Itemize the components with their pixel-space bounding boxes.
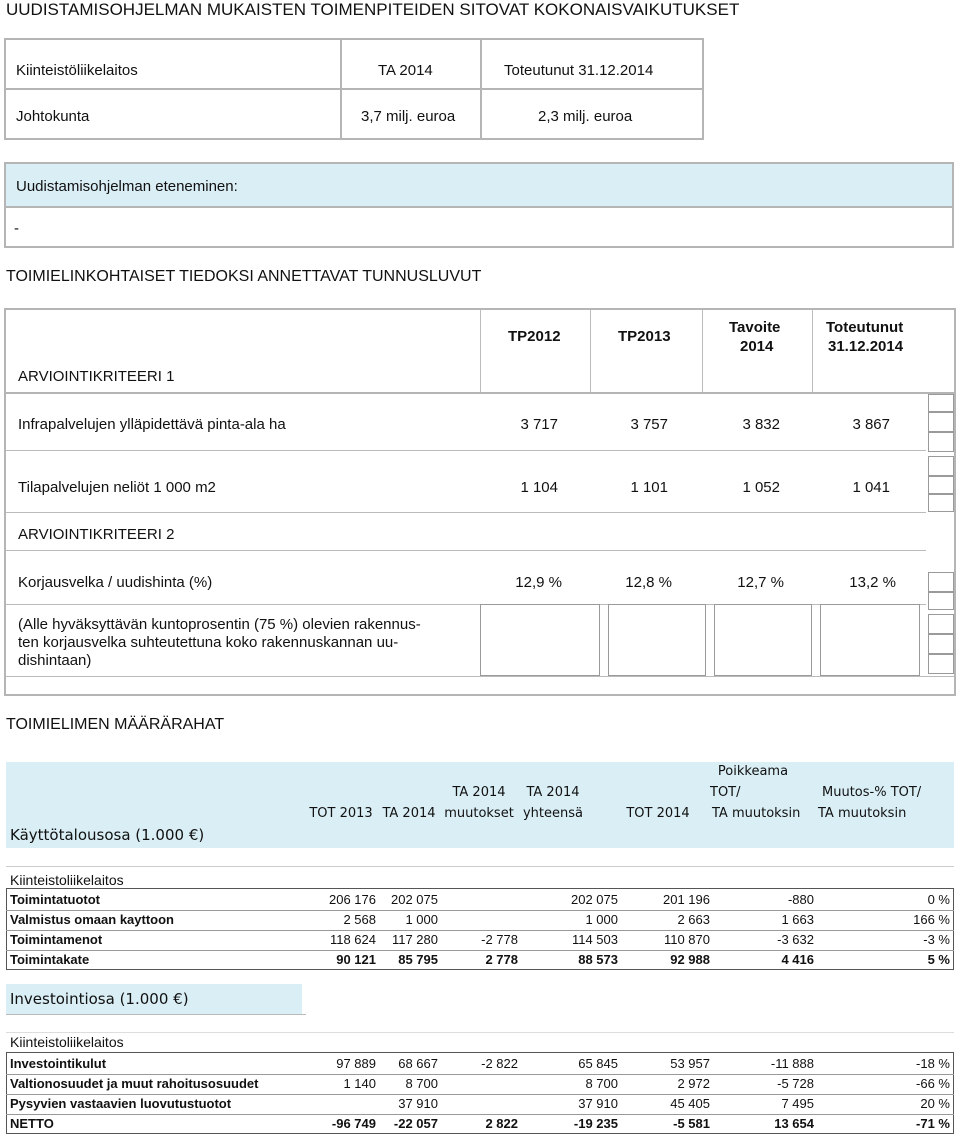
kpi-row2-tavoite: 1 052	[742, 479, 780, 496]
kpi-row2-tp2012: 1 104	[520, 479, 558, 496]
budget-col-muutokset-2: muutokset	[444, 806, 514, 821]
invest-row	[6, 1074, 954, 1095]
invest-row-label: NETTO	[10, 1116, 54, 1131]
budget-cell: 206 176	[329, 892, 376, 907]
invest-cell: -18 %	[916, 1056, 950, 1071]
invest-cell: 37 910	[578, 1096, 618, 1111]
kpi-header-toteutunut: Toteutunut	[826, 319, 904, 336]
budget-cell: 88 573	[578, 952, 618, 967]
budget-col-ta2014: TA 2014	[382, 806, 436, 821]
invest-cell: -19 235	[573, 1116, 618, 1131]
invest-cell: 2 822	[485, 1116, 518, 1131]
kpi-header-tavoite: Tavoite	[729, 319, 781, 336]
budget-col-poikkeama-2: TOT/	[710, 785, 741, 800]
invest-cell: 8 700	[405, 1076, 438, 1091]
budget-row-label: Valmistus omaan kayttoon	[10, 912, 174, 927]
invest-row	[6, 1054, 954, 1075]
kpi-criteria-2: ARVIOINTIKRITEERI 2	[18, 526, 175, 543]
budget-cell: 1 000	[405, 912, 438, 927]
kpi-row2-toteutunut: 1 041	[852, 479, 890, 496]
budget-cell: 201 196	[663, 892, 710, 907]
budget-col-muutos-2: TA muutoksin	[818, 806, 907, 821]
budget-row-label: Toimintatuotot	[10, 892, 101, 907]
kpi-criteria-1: ARVIOINTIKRITEERI 1	[18, 368, 175, 385]
invest-cell: 45 405	[670, 1096, 710, 1111]
budget-row-total	[6, 950, 954, 970]
invest-cell: -66 %	[916, 1076, 950, 1091]
budget-cell: 1 663	[781, 912, 814, 927]
kpi-row3-tavoite: 12,7 %	[737, 574, 784, 591]
kpi-header-tp2013: TP2013	[618, 328, 671, 345]
budget-org: Kiinteistoliikelaitos	[10, 872, 124, 888]
summary-header-tot: Toteutunut 31.12.2014	[504, 62, 654, 79]
invest-section-label: Investointiosa (1.000 €)	[10, 990, 189, 1008]
kpi-row1-label: Infrapalvelujen ylläpidettävä pinta-ala ha	[18, 416, 286, 433]
invest-cell: -96 749	[331, 1116, 376, 1131]
invest-org: Kiinteistoliikelaitos	[10, 1034, 124, 1050]
invest-cell: 37 910	[398, 1096, 438, 1111]
invest-cell: -2 822	[481, 1056, 518, 1071]
budget-cell: 118 624	[329, 932, 376, 947]
budget-cell: 5 %	[927, 952, 950, 967]
budget-cell: 2 568	[343, 912, 376, 927]
progress-label: Uudistamisohjelman eteneminen:	[16, 178, 238, 195]
budget-row	[6, 930, 954, 951]
invest-cell: 20 %	[920, 1096, 950, 1111]
invest-cell: -71 %	[916, 1116, 950, 1131]
invest-cell: 13 654	[774, 1116, 814, 1131]
kpi-note-line3: dishintaan)	[18, 652, 92, 669]
budget-cell: 92 988	[670, 952, 710, 967]
kpi-row3-label: Korjausvelka / uudishinta (%)	[18, 574, 213, 591]
budget-row	[6, 890, 954, 911]
kpi-header-toteutunut-date: 31.12.2014	[828, 338, 904, 355]
invest-cell: 68 667	[398, 1056, 438, 1071]
budget-cell: 4 416	[781, 952, 814, 967]
invest-cell: 65 845	[578, 1056, 618, 1071]
summary-header-ta: TA 2014	[378, 62, 433, 79]
kpi-row2-tp2013: 1 101	[630, 479, 668, 496]
invest-cell: 97 889	[336, 1056, 376, 1071]
budget-cell: 0 %	[927, 892, 950, 907]
budget-cell: 110 870	[663, 932, 710, 947]
summary-row-ta: 3,7 milj. euroa	[361, 108, 456, 125]
kpi-note-line2: ten korjausvelka suhteutettuna koko rakennuskannan uu-	[18, 634, 399, 651]
budget-cell: 117 280	[391, 932, 438, 947]
kpi-row1-tp2012: 3 717	[520, 416, 558, 433]
budget-col-tot2014: TOT 2014	[626, 806, 690, 821]
budget-cell: 2 663	[677, 912, 710, 927]
budget-cell: -3 %	[923, 932, 950, 947]
kpi-header-tavoite-year: 2014	[740, 338, 774, 355]
page-title: UUDISTAMISOHJELMAN MUKAISTEN TOIMENPITEIDEN SITOVAT KOKONAISVAIKUTUKSET	[6, 0, 740, 19]
budget-cell: 1 000	[585, 912, 618, 927]
budget-cell: 2 778	[485, 952, 518, 967]
invest-cell: -5 581	[673, 1116, 710, 1131]
invest-cell: 2 972	[677, 1076, 710, 1091]
budget-cell: 90 121	[336, 952, 376, 967]
budget-cell: 166 %	[913, 912, 950, 927]
invest-cell: -11 888	[770, 1056, 814, 1071]
invest-cell: 8 700	[585, 1076, 618, 1091]
budget-row	[6, 910, 954, 931]
summary-row-label: Johtokunta	[16, 108, 90, 125]
budget-section-label: Käyttötalousosa (1.000 €)	[10, 826, 205, 844]
budget-col-poikkeama-1: Poikkeama	[717, 764, 789, 779]
invest-row-label: Pysyvien vastaavien luovutustuotot	[10, 1096, 232, 1111]
budget-row-label: Toimintamenot	[10, 932, 103, 947]
invest-cell: -22 057	[393, 1116, 438, 1131]
budget-cell: 85 795	[398, 952, 438, 967]
kpi-row3-tp2013: 12,8 %	[625, 574, 672, 591]
budget-cell: -880	[787, 892, 814, 907]
budget-col-poikkeama-3: TA muutoksin	[712, 806, 801, 821]
kpi-header-tp2012: TP2012	[508, 328, 561, 345]
kpi-row1-tp2013: 3 757	[630, 416, 668, 433]
kpi-row3-tp2012: 12,9 %	[515, 574, 562, 591]
invest-row-total	[6, 1114, 954, 1134]
invest-row-label: Investointikulut	[10, 1056, 107, 1071]
invest-cell: -5 728	[777, 1076, 814, 1091]
budget-cell: -3 632	[777, 932, 814, 947]
kpi-title: TOIMIELINKOHTAISET TIEDOKSI ANNETTAVAT TUNNUSLUVUT	[6, 268, 482, 285]
kpi-note-line1: (Alle hyväksyttävän kuntoprosentin (75 %) olevien rakennus-	[18, 616, 421, 633]
summary-row-tot: 2,3 milj. euroa	[538, 108, 633, 125]
budget-title: TOIMIELIMEN MÄÄRÄRAHAT	[6, 716, 225, 733]
budget-cell: 202 075	[391, 892, 438, 907]
invest-cell: 53 957	[670, 1056, 710, 1071]
budget-col-tot2013: TOT 2013	[309, 806, 373, 821]
kpi-row1-tavoite: 3 832	[742, 416, 780, 433]
kpi-row2-label: Tilapalvelujen neliöt 1 000 m2	[18, 479, 216, 496]
kpi-row1-toteutunut: 3 867	[852, 416, 890, 433]
budget-row-label: Toimintakate	[10, 952, 90, 967]
budget-col-yhteensa-1: TA 2014	[526, 785, 580, 800]
invest-cell: 1 140	[343, 1076, 376, 1091]
budget-col-yhteensa-2: yhteensä	[522, 806, 583, 821]
invest-row-label: Valtionosuudet ja muut rahoitusosuudet	[10, 1076, 259, 1091]
kpi-row3-toteutunut: 13,2 %	[849, 574, 896, 591]
invest-row	[6, 1094, 954, 1115]
budget-col-muutos-1: Muutos-% TOT/	[822, 785, 922, 800]
budget-col-muutokset-1: TA 2014	[452, 785, 506, 800]
budget-cell: 202 075	[571, 892, 618, 907]
progress-value: -	[14, 220, 19, 237]
summary-header-org: Kiinteistöliikelaitos	[16, 62, 138, 79]
budget-cell: 114 503	[571, 932, 618, 947]
budget-cell: -2 778	[481, 932, 518, 947]
invest-cell: 7 495	[781, 1096, 814, 1111]
